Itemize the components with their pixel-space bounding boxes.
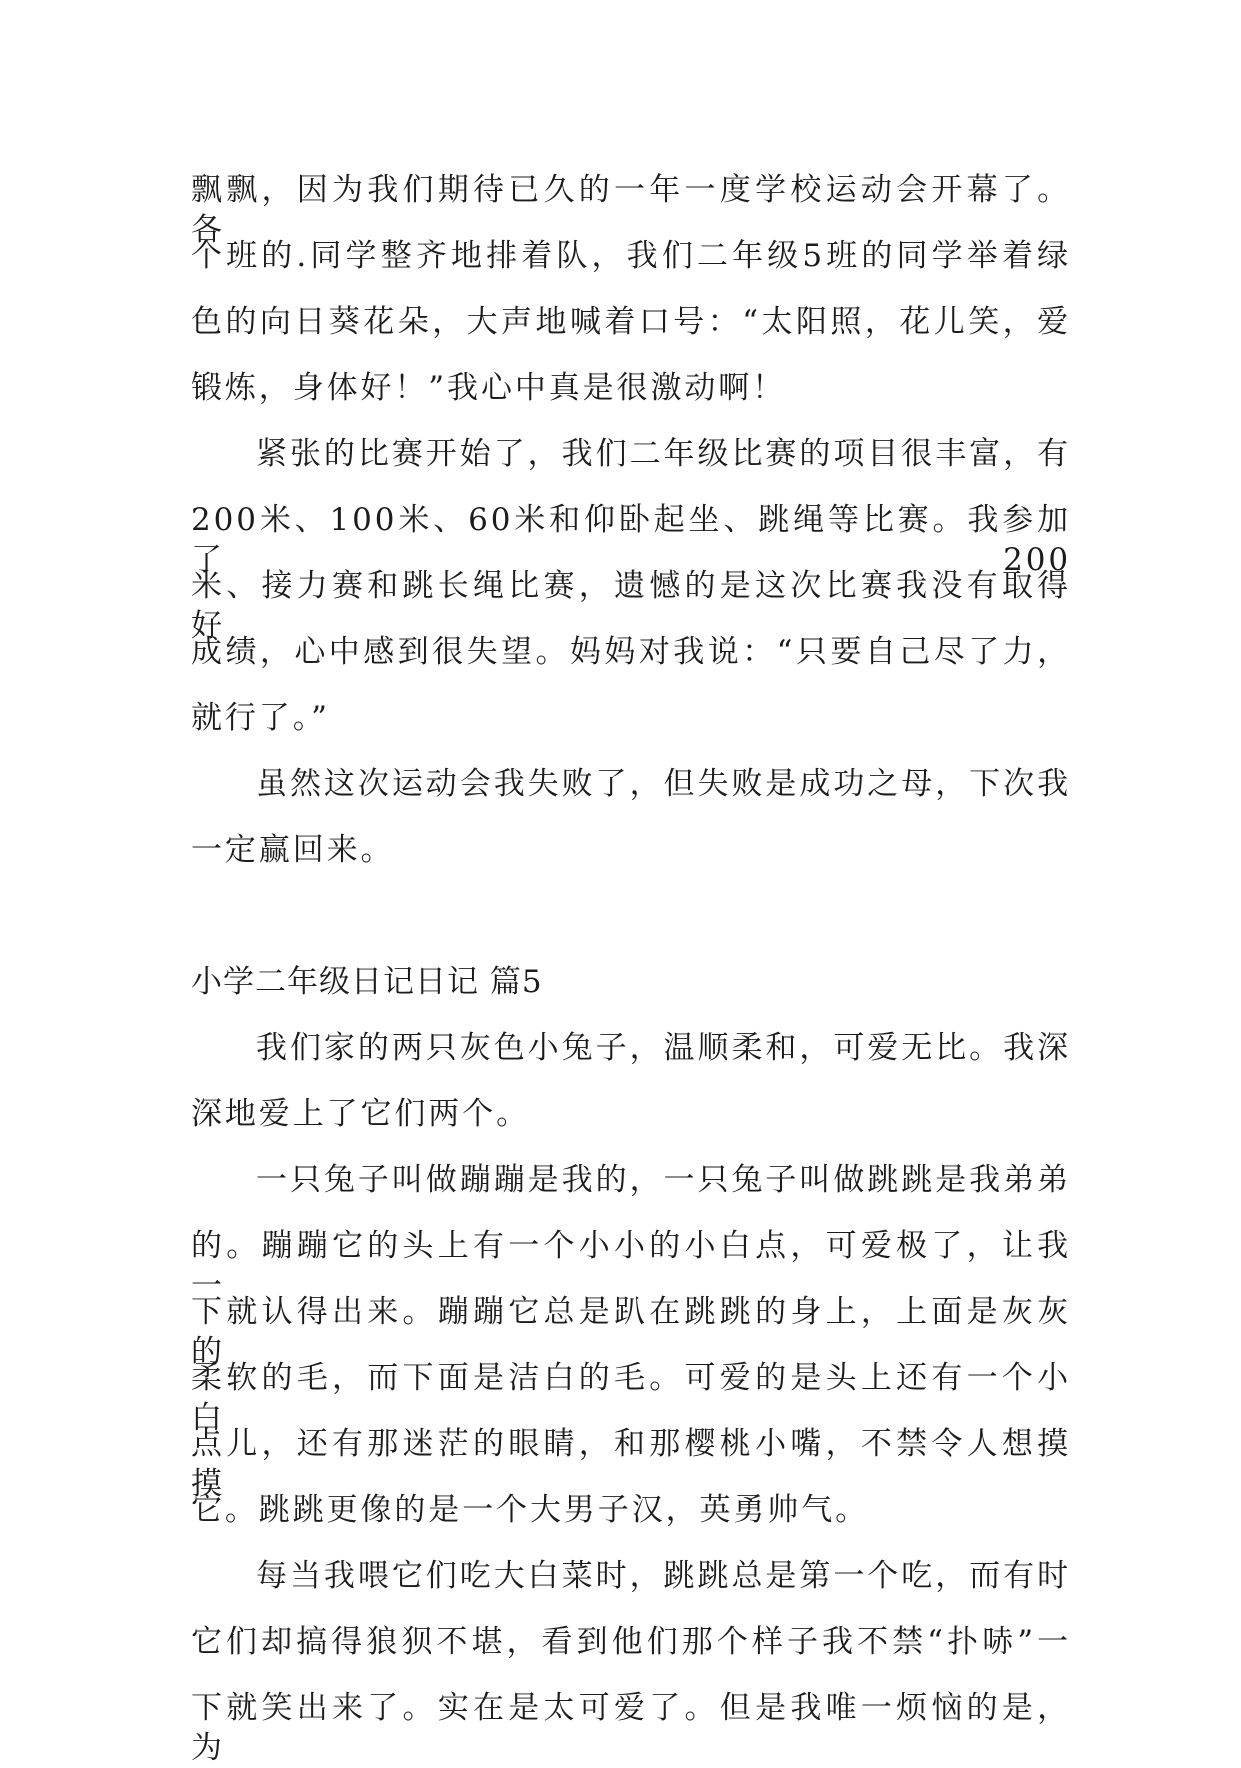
text-line: 就行了。” [191, 700, 330, 736]
text-line: 个班的.同学整齐地排着队，我们二年级5班的同学举着绿 [191, 238, 1071, 274]
text-line: 200米、100米、60米和仰卧起坐、跳绳等比赛。我参加了200 [191, 502, 1071, 578]
text-line: 飘飘，因为我们期待已久的一年一度学校运动会开幕了。各 [191, 172, 1071, 248]
text-line: 它。跳跳更像的是一个大男子汉，英勇帅气。 [191, 1492, 869, 1528]
text-line: 每当我喂它们吃大白菜时，跳跳总是第一个吃，而有时 [256, 1558, 1071, 1594]
text-line: 米、接力赛和跳长绳比赛，遗憾的是这次比赛我没有取得好 [191, 568, 1071, 644]
text-line: 色的向日葵花朵，大声地喊着口号：“太阳照，花儿笑，爱 [191, 304, 1071, 340]
text-line: 虽然这次运动会我失败了，但失败是成功之母，下次我 [256, 766, 1071, 802]
text-line: 的。蹦蹦它的头上有一个小小的小白点，可爱极了，让我一 [191, 1228, 1071, 1304]
text-line: 紧张的比赛开始了，我们二年级比赛的项目很丰富，有 [256, 436, 1071, 472]
section-heading: 小学二年级日记日记 篇5 [191, 964, 543, 1000]
text-line: 柔软的毛，而下面是洁白的毛。可爱的是头上还有一个小白 [191, 1360, 1071, 1436]
text-line: 深地爱上了它们两个。 [191, 1096, 530, 1132]
text-line: 成绩，心中感到很失望。妈妈对我说：“只要自己尽了力， [191, 634, 1071, 670]
text-line: 我们家的两只灰色小兔子，温顺柔和，可爱无比。我深 [256, 1030, 1071, 1066]
text-line: 它们却搞得狼狈不堪，看到他们那个样子我不禁“扑哧”一 [191, 1624, 1071, 1660]
text-line: 点儿，还有那迷茫的眼睛，和那樱桃小嘴，不禁令人想摸摸 [191, 1426, 1071, 1502]
text-line: 一只兔子叫做蹦蹦是我的，一只兔子叫做跳跳是我弟弟 [256, 1162, 1071, 1198]
text-line: 一定赢回来。 [191, 832, 395, 868]
text-line: 锻炼，身体好！”我心中真是很激动啊！ [191, 370, 787, 406]
text-line: 下就认得出来。蹦蹦它总是趴在跳跳的身上，上面是灰灰的 [191, 1294, 1071, 1370]
text-line: 下就笑出来了。实在是太可爱了。但是我唯一烦恼的是，为 [191, 1690, 1071, 1766]
